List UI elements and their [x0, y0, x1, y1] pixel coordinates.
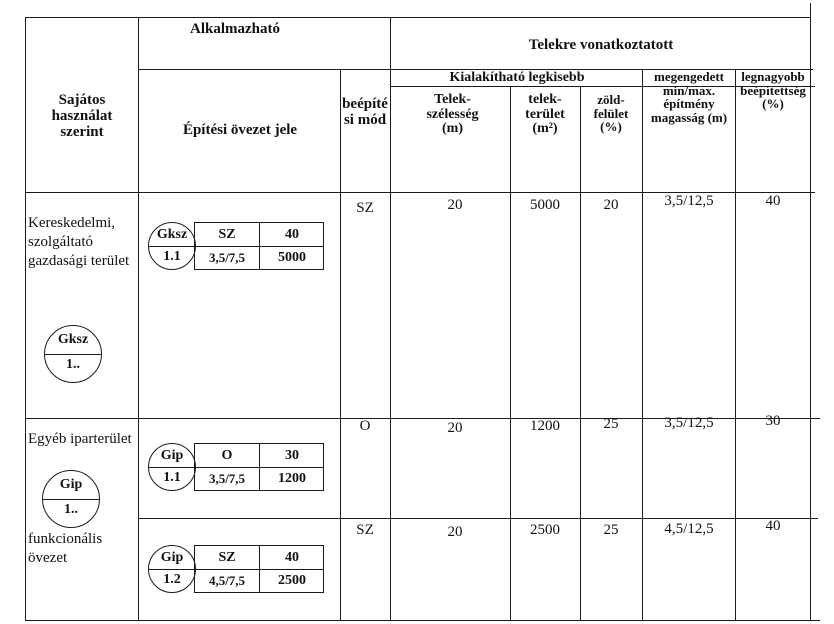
zone-gip-11-height: 3,5/7,5: [208, 471, 246, 486]
row-1-green: 20: [603, 197, 619, 213]
zone-gip-12-circle: [148, 545, 196, 593]
gip-use-icon-bottom: 1..: [64, 502, 78, 517]
row-3-green: 25: [603, 522, 619, 538]
zone-gksz-11-height: 3,5/7,5: [208, 250, 246, 265]
gip-use-icon: [42, 470, 100, 528]
col-border-area: [580, 86, 581, 621]
gksz-use-icon-top: Gksz: [57, 332, 89, 347]
row-1-height: 3,5/12,5: [664, 193, 714, 209]
zone-gip-11-coverage: 30: [285, 448, 299, 463]
zone-gksz-11-area: 5000: [278, 250, 306, 265]
table-top-border: [25, 17, 810, 18]
zone-gksz-11-box: [194, 222, 324, 270]
col-border-height: [735, 69, 736, 621]
col-border-left: [25, 17, 26, 621]
header-plot-area: telek-terület (m²): [525, 92, 565, 137]
row-2-mode: O: [359, 418, 371, 434]
header-own-use: Sajátos használat szerint: [51, 92, 113, 140]
zone-gip-11-box: [194, 443, 324, 491]
zone-gip-11-bottom: 1.1: [163, 470, 181, 485]
zone-gip-12-mode: SZ: [218, 550, 236, 565]
row-3-height: 4,5/12,5: [664, 521, 714, 537]
header-green-area: zöld-felület (%): [593, 92, 629, 135]
gip-use-icon-top: Gip: [59, 477, 83, 492]
zone-gip-12-box: [194, 545, 324, 593]
zone-gksz-11-top: Gksz: [156, 227, 188, 242]
row-3-coverage: 40: [765, 518, 781, 534]
row-2-use-suffix: funkcionális övezet: [28, 531, 103, 566]
table-bottom-border: [25, 620, 820, 621]
header-coverage: legnagyobb beépítettség (%): [740, 69, 806, 112]
header-plot-related: Telekre vonatkoztatott: [528, 37, 674, 53]
zone-gip-11-mode: O: [221, 448, 233, 463]
col-border-width: [510, 86, 511, 621]
row-2-height: 3,5/12,5: [664, 415, 714, 431]
zone-gksz-11-bottom: 1.1: [163, 249, 181, 264]
row-1-area: 5000: [530, 197, 560, 213]
col-border-use: [138, 17, 139, 621]
row-1-use-label: Kereskedelmi, szolgáltató gazdasági terület: [28, 215, 130, 269]
zone-gip-11-top: Gip: [160, 448, 184, 463]
row-1-width: 20: [447, 197, 463, 213]
row-1-mode: SZ: [356, 200, 374, 216]
gksz-use-icon-bottom: 1..: [66, 357, 80, 372]
header-applicable: Alkalmazható: [190, 21, 280, 37]
col-border-green: [642, 69, 643, 621]
col-border-mode: [390, 17, 391, 621]
row-2-width: 20: [447, 420, 463, 436]
zone-gip-12-area: 2500: [278, 573, 306, 588]
row-2-green: 25: [603, 416, 619, 432]
row-2-area: 1200: [530, 418, 560, 434]
row-3-area: 2500: [530, 522, 560, 538]
col-border-right: [810, 3, 811, 621]
header-plot-width: Telek-szélesség (m): [426, 92, 479, 137]
row-1-coverage: 40: [765, 193, 781, 209]
row-3-width: 20: [447, 524, 463, 540]
header-zone-code: Építési övezet jele: [182, 122, 298, 138]
gksz-use-icon: [44, 325, 102, 383]
zone-gip-12-bottom: 1.2: [163, 572, 181, 587]
row-2-coverage: 30: [765, 413, 781, 429]
row-2-use: [28, 430, 136, 449]
zone-gip-11-area: 1200: [278, 471, 306, 486]
header-smallest: Kialakítható legkisebb: [449, 70, 585, 85]
zone-gip-12-coverage: 40: [285, 550, 299, 565]
zone-gksz-11-mode: SZ: [218, 227, 236, 242]
zone-gksz-11-circle: [148, 222, 196, 270]
zone-gip-12-height: 4,5/7,5: [208, 573, 246, 588]
row-3-mode: SZ: [356, 522, 374, 538]
header-building-mode: beépítési mód: [342, 96, 388, 128]
header-height: megengedett min/max. építmény magasság (m): [650, 69, 728, 125]
row-1-use: [28, 214, 136, 271]
zone-gip-11-circle: [148, 443, 196, 491]
row-2-bottom-border: [138, 518, 818, 519]
zone-gip-12-top: Gip: [160, 550, 184, 565]
zone-gksz-11-coverage: 40: [285, 227, 299, 242]
row-2-use-label: Egyéb iparterület: [28, 431, 132, 447]
